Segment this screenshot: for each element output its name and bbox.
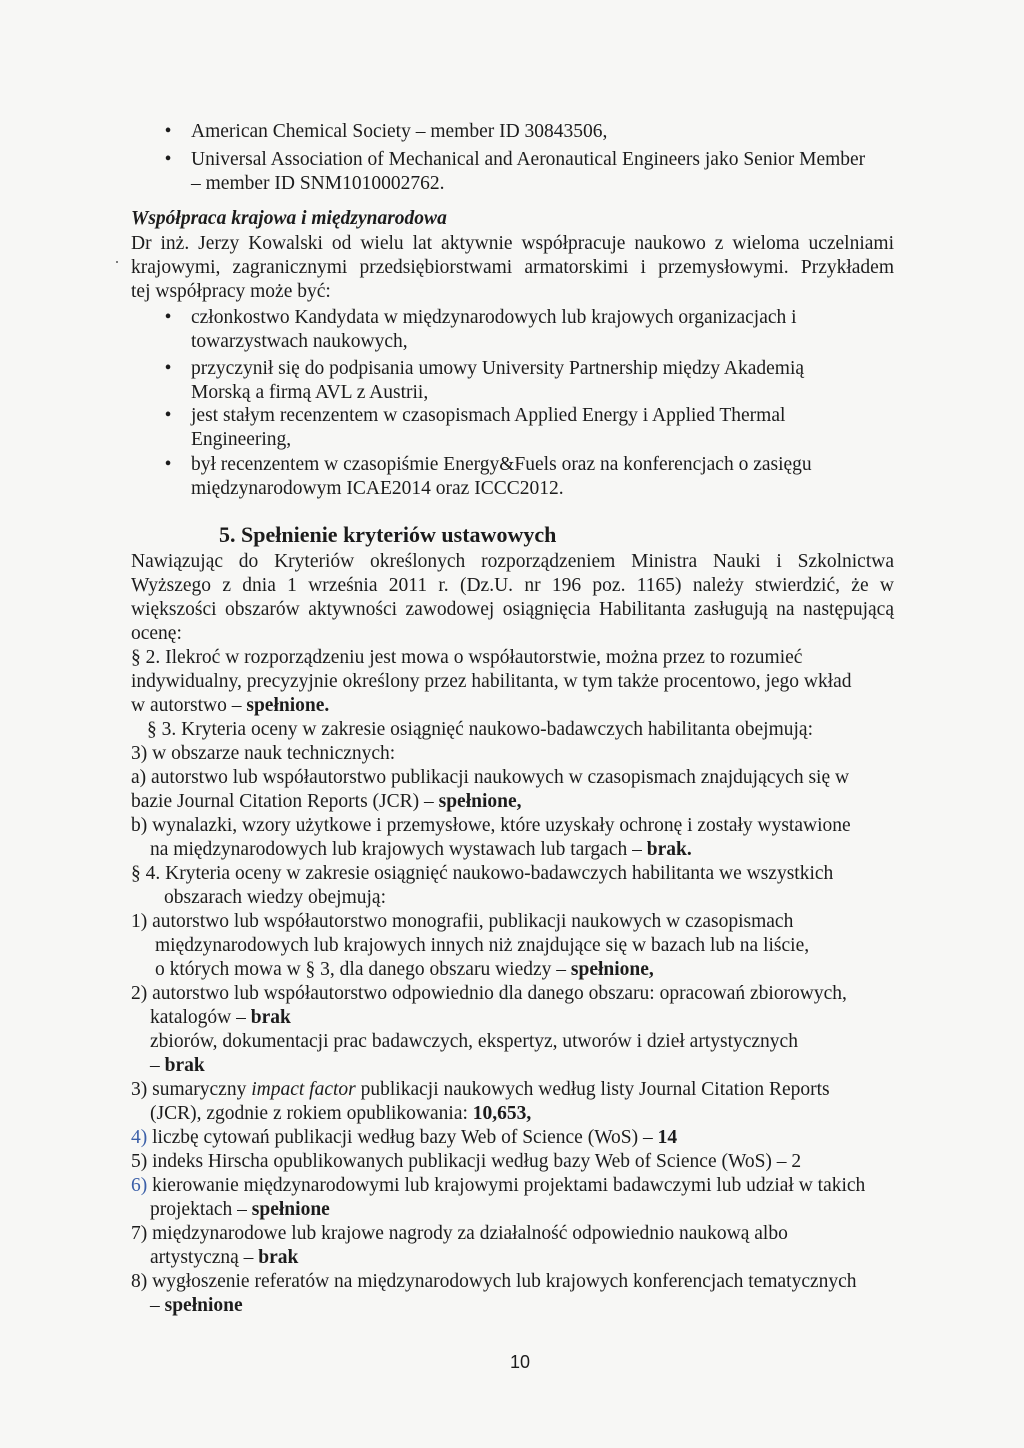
value: 10,653,	[472, 1103, 532, 1124]
paragraph-line	[150, 1294, 243, 1318]
list-item-text: Morską a firmą AVL z Austrii,	[191, 382, 429, 403]
bullet-icon: •	[164, 307, 172, 328]
list-item-text: towarzystwach naukowych,	[191, 331, 408, 352]
text: na międzynarodowych lub krajowych wystawach lub targach –	[150, 839, 647, 860]
paragraph-line: Dr inż. Jerzy Kowalski od wielu lat aktywnie współpracuje naukowo z wieloma uczelniami	[131, 233, 894, 254]
bullet-icon: •	[164, 358, 172, 379]
paragraph-line: indywidualny, precyzyjnie określony przez habilitanta, w tym także procentowo, jego wkład	[131, 671, 852, 692]
list-item-text: jest stałym recenzentem w czasopismach Applied Energy i Applied Thermal	[191, 405, 786, 426]
bullet-icon: •	[164, 454, 172, 475]
paragraph-line	[150, 1054, 205, 1078]
text: bazie Journal Citation Reports (JCR) –	[131, 791, 439, 812]
text: katalogów –	[150, 1007, 251, 1028]
verdict: spełnione	[164, 1295, 243, 1316]
list-item-text: członkostwo Kandydata w międzynarodowych lub krajowych organizacjach i	[191, 307, 797, 328]
verdict: spełnione	[251, 1199, 330, 1220]
text: w autorstwo –	[131, 695, 247, 716]
verdict: spełnione.	[246, 695, 330, 716]
item-number: 4)	[131, 1127, 148, 1148]
paragraph-line	[131, 1174, 865, 1198]
paragraph-line: większości obszarów aktywności zawodowej osiągnięcia Habilitanta zasługują na następującą	[131, 599, 894, 620]
list-item-text: American Chemical Society – member ID 30843506,	[191, 121, 608, 142]
paragraph-line	[150, 1102, 531, 1126]
paragraph-line	[131, 1126, 677, 1150]
paragraph-line	[155, 958, 654, 982]
section-heading: Współpraca krajowa i międzynarodowa	[131, 208, 447, 229]
verdict: brak	[164, 1055, 205, 1076]
text: –	[150, 1295, 165, 1316]
list-item-text: – member ID SNM1010002762.	[191, 173, 445, 194]
italic-term: impact factor	[251, 1079, 356, 1100]
page-number: 10	[509, 1352, 531, 1372]
bullet-icon: •	[164, 121, 172, 142]
paragraph-line	[131, 790, 522, 814]
list-item-text: Universal Association of Mechanical and Aeronautical Engineers jako Senior Member	[191, 149, 866, 170]
paragraph-line: zbiorów, dokumentacji prac badawczych, ekspertyz, utworów i dzieł artystycznych	[150, 1031, 798, 1052]
text: (JCR), zgodnie z rokiem opublikowania:	[150, 1103, 473, 1124]
list-item-text: Engineering,	[191, 429, 292, 450]
paragraph-line: Wyższego z dnia 1 września 2011 r. (Dz.U. nr 196 poz. 1165) należy stwierdzić, że w	[131, 575, 894, 596]
verdict: brak	[250, 1007, 291, 1028]
paragraph-line: 2) autorstwo lub współautorstwo odpowiednio dla danego obszaru: opracowań zbiorowych,	[131, 983, 847, 1004]
verdict: spełnione,	[570, 959, 654, 980]
scan-speck	[116, 261, 118, 263]
paragraph-line	[150, 1246, 298, 1270]
text: 3) sumaryczny	[131, 1079, 252, 1100]
paragraph-line	[150, 1198, 330, 1222]
paragraph-line: ocenę:	[131, 623, 182, 644]
paragraph-line: § 4. Kryteria oceny w zakresie osiągnięć naukowo-badawczych habilitanta we wszystkich	[131, 863, 834, 884]
text: publikacji naukowych według listy Journal Citation Reports	[355, 1079, 830, 1100]
paragraph-line: 7) międzynarodowe lub krajowe nagrody za działalność odpowiednio naukową albo	[131, 1223, 788, 1244]
paragraph-line	[131, 1078, 830, 1102]
bullet-icon: •	[164, 405, 172, 426]
paragraph-line	[131, 694, 329, 718]
paragraph-line: 1) autorstwo lub współautorstwo monografii, publikacji naukowych w czasopismach	[131, 911, 794, 932]
paragraph-line	[150, 1006, 291, 1030]
paragraph-line: 3) w obszarze nauk technicznych:	[131, 743, 396, 764]
paragraph-line: krajowymi, zagranicznymi przedsiębiorstwami armatorskimi i przemysłowymi. Przykładem	[131, 257, 894, 278]
list-item-text: był recenzentem w czasopiśmie Energy&Fuels oraz na konferencjach o zasięgu	[191, 454, 812, 475]
text: artystyczną –	[150, 1247, 259, 1268]
verdict: brak	[258, 1247, 299, 1268]
paragraph-line: obszarach wiedzy obejmują:	[164, 887, 386, 908]
paragraph-line: 5) indeks Hirscha opublikowanych publikacji według bazy Web of Science (WoS) – 2	[131, 1151, 802, 1172]
value: 14	[657, 1127, 678, 1148]
paragraph-line: 8) wygłoszenie referatów na międzynarodowych lub krajowych konferencjach tematycznych	[131, 1271, 857, 1292]
paragraph-line: Nawiązując do Kryteriów określonych rozporządzeniem Ministra Nauki i Szkolnictwa	[131, 551, 894, 572]
paragraph-line: tej współpracy może być:	[131, 281, 331, 302]
text: liczbę cytowań publikacji według bazy Web of Science (WoS) –	[147, 1127, 658, 1148]
list-item-text: przyczynił się do podpisania umowy University Partnership między Akademią	[191, 358, 805, 379]
verdict: spełnione,	[438, 791, 522, 812]
item-number: 6)	[131, 1175, 148, 1196]
paragraph-line: międzynarodowych lub krajowych innych niż znajdujące się w bazach lub na liście,	[155, 935, 810, 956]
text: projektach –	[150, 1199, 252, 1220]
paragraph-line: b) wynalazki, wzory użytkowe i przemysłowe, które uzyskały ochronę i zostały wystawione	[131, 815, 851, 836]
paragraph-line: § 3. Kryteria oceny w zakresie osiągnięć naukowo-badawczych habilitanta obejmują:	[147, 719, 813, 740]
text: –	[150, 1055, 165, 1076]
text: kierowanie międzynarodowymi lub krajowymi projektami badawczymi lub udział w takich	[147, 1175, 866, 1196]
paragraph-line: § 2. Ilekroć w rozporządzeniu jest mowa o współautorstwie, można przez to rozumieć	[131, 647, 803, 668]
section-title: 5. Spełnienie kryteriów ustawowych	[219, 522, 557, 547]
bullet-icon: •	[164, 149, 172, 170]
text: o których mowa w § 3, dla danego obszaru wiedzy –	[155, 959, 571, 980]
verdict: brak.	[646, 839, 692, 860]
paragraph-line: a) autorstwo lub współautorstwo publikacji naukowych w czasopismach znajdujących się w	[131, 767, 850, 788]
paragraph-line	[150, 838, 692, 862]
list-item-text: międzynarodowym ICAE2014 oraz ICCC2012.	[191, 478, 564, 499]
